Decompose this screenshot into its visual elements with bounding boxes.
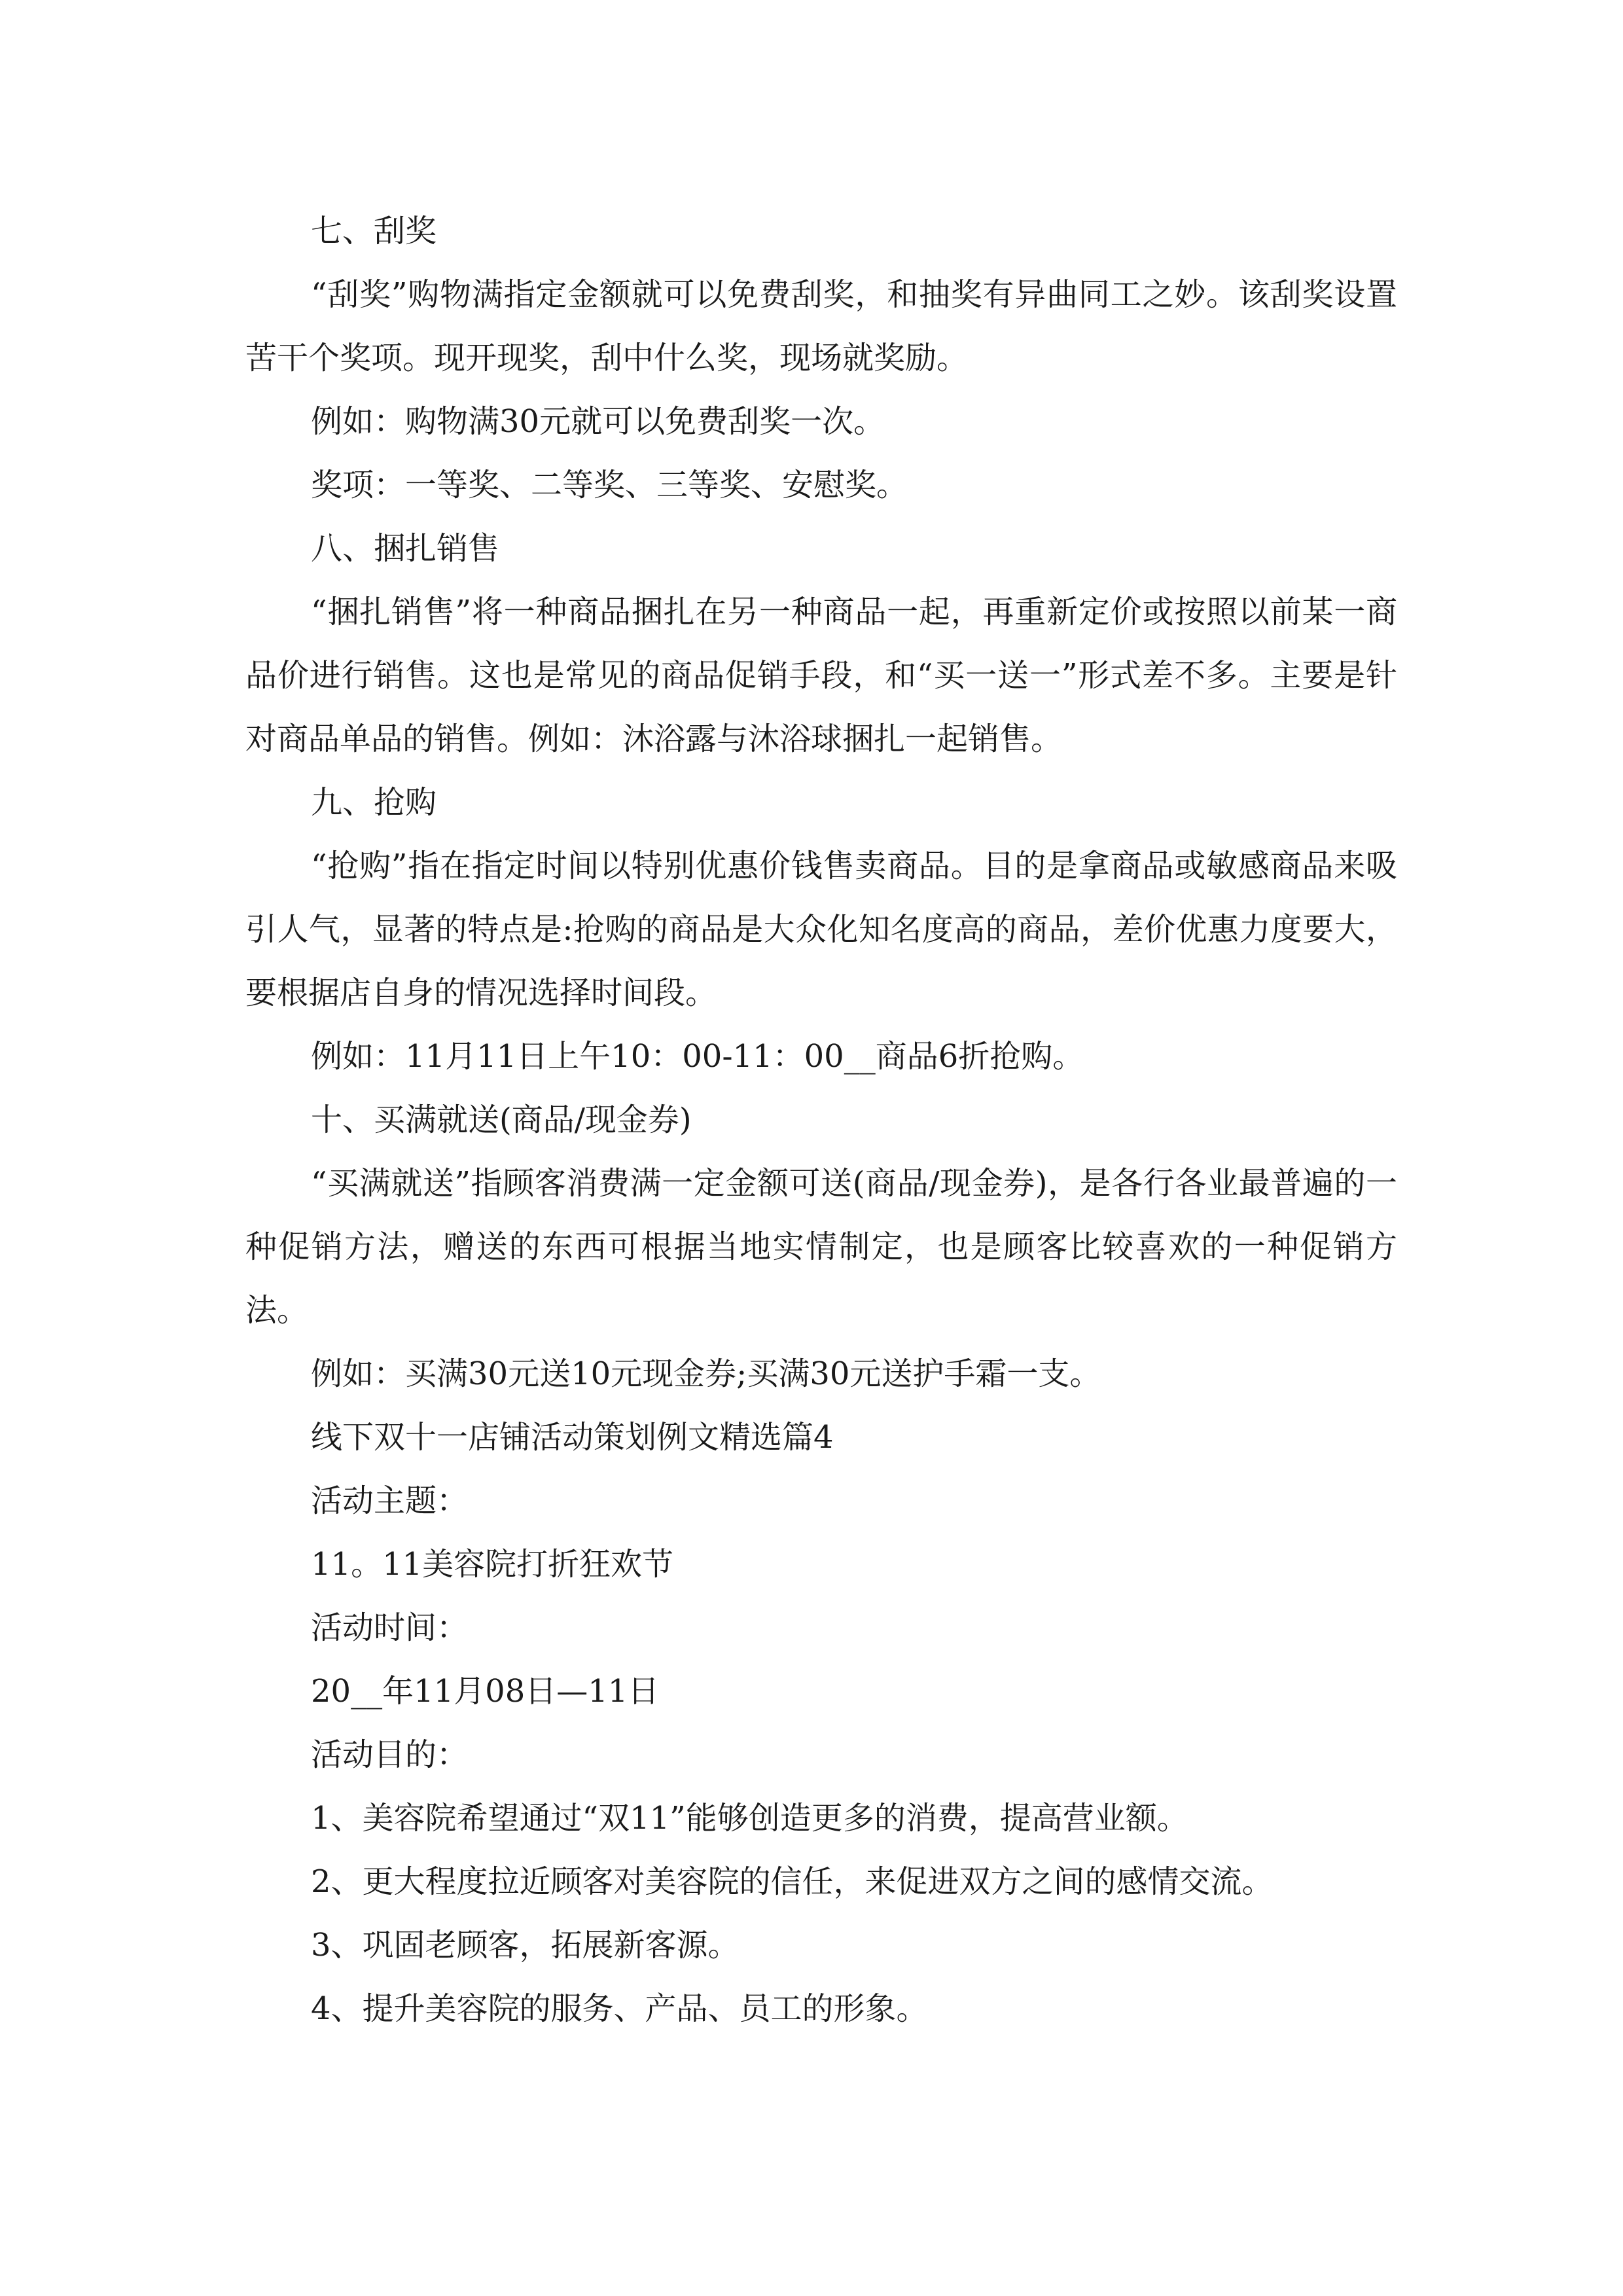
section-title-part4: 线下双十一店铺活动策划例文精选篇4 bbox=[311, 1419, 834, 1456]
paragraph-flash-desc: “抢购”指在指定时间以特别优惠价钱售卖商品。目的是拿商品或敏感商品来吸引人气，显著的特点是:抢购的商品是大众化知名度高的商品，差价优惠力度要大，要根据店自身的情况选择时间段。 bbox=[245, 848, 1397, 1011]
document-body bbox=[245, 200, 1397, 2041]
heading-nine: 九、抢购 bbox=[311, 784, 437, 821]
goal-item-4: 4、提升美容院的服务、产品、员工的形象。 bbox=[311, 1990, 928, 2027]
goal-item-2: 2、更大程度拉近顾客对美容院的信任，来促进双方之间的感情交流。 bbox=[311, 1863, 1274, 1900]
value-activity-theme: 11。11美容院打折狂欢节 bbox=[311, 1546, 674, 1583]
paragraph-scratch-example: 例如：购物满30元就可以免费刮奖一次。 bbox=[311, 403, 885, 440]
value-activity-time: 20__年11月08日—11日 bbox=[311, 1673, 660, 1710]
paragraph-gift-desc: “买满就送”指顾客消费满一定金额可送(商品/现金券)，是各行各业最普遍的一种促销方法，赠送的东西可根据当地实情制定，也是顾客比较喜欢的一种促销方法。 bbox=[245, 1165, 1397, 1329]
label-activity-goal: 活动目的： bbox=[311, 1736, 469, 1773]
heading-eight: 八、捆扎销售 bbox=[311, 530, 500, 567]
goal-item-1: 1、美容院希望通过“双11”能够创造更多的消费，提高营业额。 bbox=[311, 1800, 1188, 1837]
heading-seven: 七、刮奖 bbox=[311, 213, 437, 249]
heading-ten: 十、买满就送(商品/现金券) bbox=[311, 1102, 692, 1138]
paragraph-gift-example: 例如：买满30元送10元现金券;买满30元送护手霜一支。 bbox=[311, 1355, 1101, 1392]
paragraph-flash-example: 例如：11月11日上午10：00-11：00__商品6折抢购。 bbox=[311, 1038, 1084, 1075]
paragraph-scratch-prizes: 奖项：一等奖、二等奖、三等奖、安慰奖。 bbox=[311, 467, 908, 503]
paragraph-scratch-desc: “刮奖”购物满指定金额就可以免费刮奖，和抽奖有异曲同工之妙。该刮奖设置苦干个奖项。现开现奖，刮中什么奖，现场就奖励。 bbox=[245, 276, 1397, 376]
label-activity-time: 活动时间： bbox=[311, 1609, 469, 1646]
goal-item-3: 3、巩固老顾客，拓展新客源。 bbox=[311, 1927, 740, 1964]
paragraph-bundle-desc: “捆扎销售”将一种商品捆扎在另一种商品一起，再重新定价或按照以前某一商品价进行销售。这也是常见的商品促销手段，和“买一送一”形式差不多。主要是针对商品单品的销售。例如：沐浴露与沐浴球捆扎一起销售。 bbox=[245, 594, 1397, 757]
label-activity-theme: 活动主题： bbox=[311, 1482, 469, 1519]
